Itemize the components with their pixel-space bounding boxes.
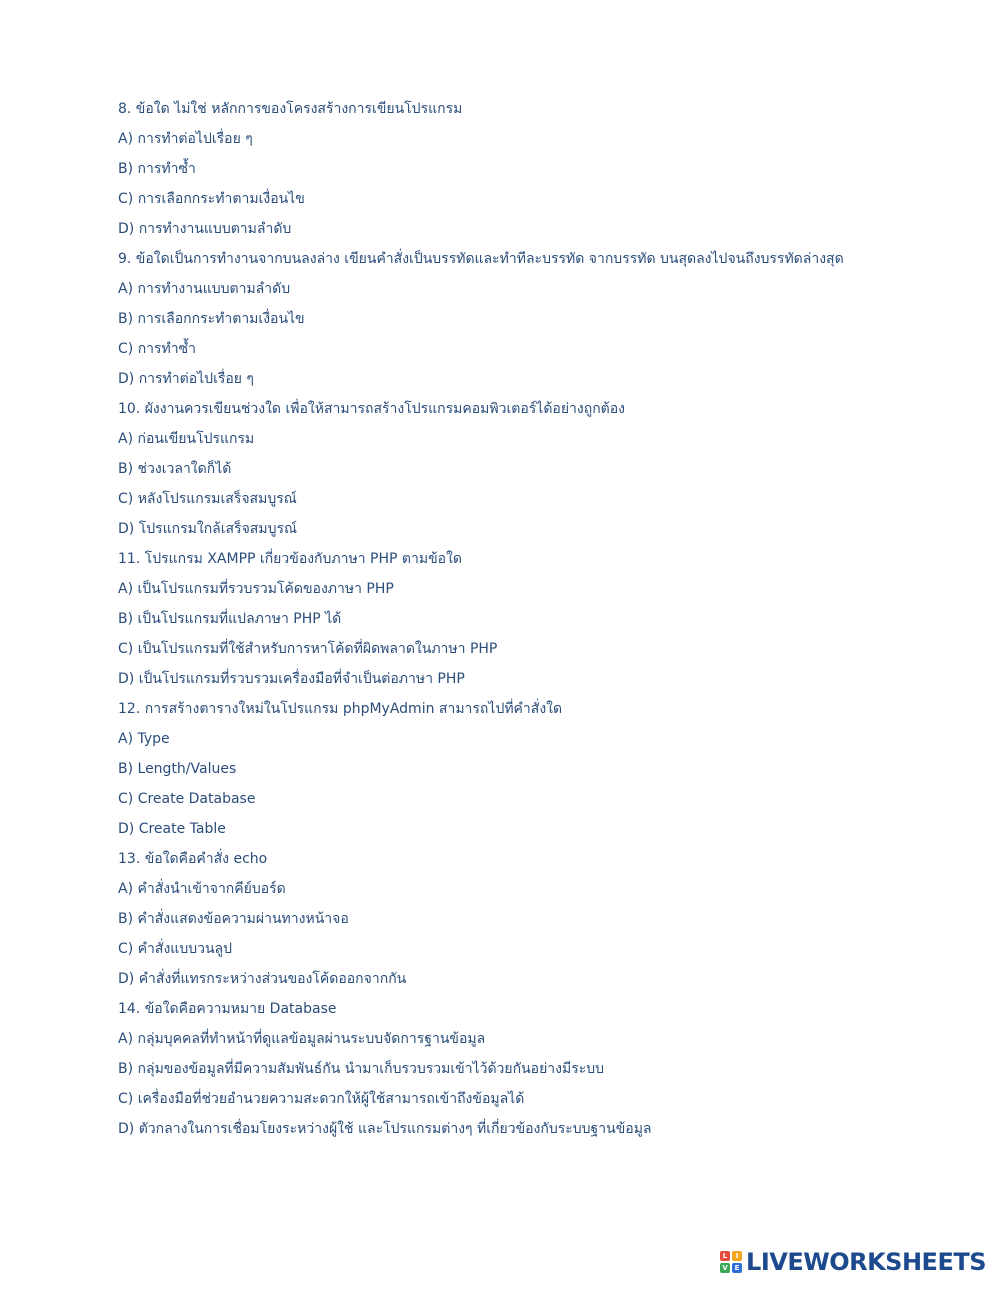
logo-text: LIVEWORKSHEETS	[746, 1248, 986, 1276]
answer-option: A) Type	[118, 731, 170, 747]
question-text: 12. การสร้างตารางใหม่ในโปรแกรม phpMyAdmin สามารถไปที่คำสั่งใด	[118, 701, 563, 717]
question-text: 13. ข้อใดคือคำสั่ง echo	[118, 851, 268, 867]
answer-option: A) การทำต่อไปเรื่อย ๆ	[118, 131, 253, 147]
answer-option: D) คำสั่งที่แทรกระหว่างส่วนของโค้ดออกจากกัน	[118, 971, 407, 987]
logo-tile: I	[732, 1251, 742, 1261]
answer-option: B) เป็นโปรแกรมที่แปลภาษา PHP ได้	[118, 611, 342, 627]
liveworksheets-logo	[720, 1246, 986, 1278]
answer-option: B) คำสั่งแสดงข้อความผ่านทางหน้าจอ	[118, 911, 349, 927]
question-text: 8. ข้อใด ไม่ใช่ หลักการของโครงสร้างการเขียนโปรแกรม	[118, 101, 463, 117]
answer-option: D) การทำงานแบบตามลำดับ	[118, 221, 292, 237]
answer-option: C) การเลือกกระทำตามเงื่อนไข	[118, 191, 305, 207]
answer-option: D) โปรแกรมใกล้เสร็จสมบูรณ์	[118, 521, 297, 537]
answer-option: C) เป็นโปรแกรมที่ใช้สำหรับการหาโค้ดที่ผิดพลาดในภาษา PHP	[118, 641, 498, 657]
logo-tile: V	[720, 1263, 730, 1273]
liveworksheets-logo-icon	[720, 1251, 742, 1273]
question-text: 11. โปรแกรม XAMPP เกี่ยวข้องกับภาษา PHP ตามข้อใด	[118, 551, 463, 567]
answer-option: A) กลุ่มบุคคลที่ทำหน้าที่ดูแลข้อมูลผ่านระบบจัดการฐานข้อมูล	[118, 1031, 486, 1047]
answer-option: C) เครื่องมือที่ช่วยอำนวยความสะดวกให้ผู้ใช้สามารถเข้าถึงข้อมูลได้	[118, 1091, 525, 1107]
answer-option: C) หลังโปรแกรมเสร็จสมบูรณ์	[118, 491, 297, 507]
answer-option: B) การทำซ้ำ	[118, 161, 196, 177]
answer-option: C) Create Database	[118, 791, 256, 807]
answer-option: D) ตัวกลางในการเชื่อมโยงระหว่างผู้ใช้ และโปรแกรมต่างๆ ที่เกี่ยวข้องกับระบบฐานข้อมูล	[118, 1121, 652, 1137]
answer-option: D) Create Table	[118, 821, 226, 837]
answer-option: A) ก่อนเขียนโปรแกรม	[118, 431, 255, 447]
answer-option: B) Length/Values	[118, 761, 237, 777]
answer-option: B) ช่วงเวลาใดก็ได้	[118, 461, 232, 477]
answer-option: C) คำสั่งแบบวนลูป	[118, 941, 232, 957]
logo-tile: L	[720, 1251, 730, 1261]
answer-option: A) เป็นโปรแกรมที่รวบรวมโค้ดของภาษา PHP	[118, 581, 394, 597]
question-text: 14. ข้อใดคือความหมาย Database	[118, 1001, 337, 1017]
answer-option: D) เป็นโปรแกรมที่รวบรวมเครื่องมือที่จำเป็นต่อภาษา PHP	[118, 671, 465, 687]
question-text: 9. ข้อใดเป็นการทำงานจากบนลงล่าง เขียนคำสั่งเป็นบรรทัดและทำทีละบรรทัด จากบรรทัด บนสุดลงไปจนถึงบรรทัดล่างสุด	[118, 251, 844, 267]
answer-option: B) กลุ่มของข้อมูลที่มีความสัมพันธ์กัน นำมาเก็บรวบรวมเข้าไว้ด้วยกันอย่างมีระบบ	[118, 1061, 605, 1077]
worksheet-content	[118, 94, 978, 1144]
question-text: 10. ผังงานควรเขียนช่วงใด เพื่อให้สามารถสร้างโปรแกรมคอมพิวเตอร์ได้อย่างถูกต้อง	[118, 401, 626, 417]
answer-option: C) การทำซ้ำ	[118, 341, 196, 357]
answer-option: D) การทำต่อไปเรื่อย ๆ	[118, 371, 254, 387]
logo-tile: E	[732, 1263, 742, 1273]
answer-option: B) การเลือกกระทำตามเงื่อนไข	[118, 311, 305, 327]
answer-option: A) คำสั่งนำเข้าจากคีย์บอร์ด	[118, 881, 286, 897]
answer-option: A) การทำงานแบบตามลำดับ	[118, 281, 291, 297]
